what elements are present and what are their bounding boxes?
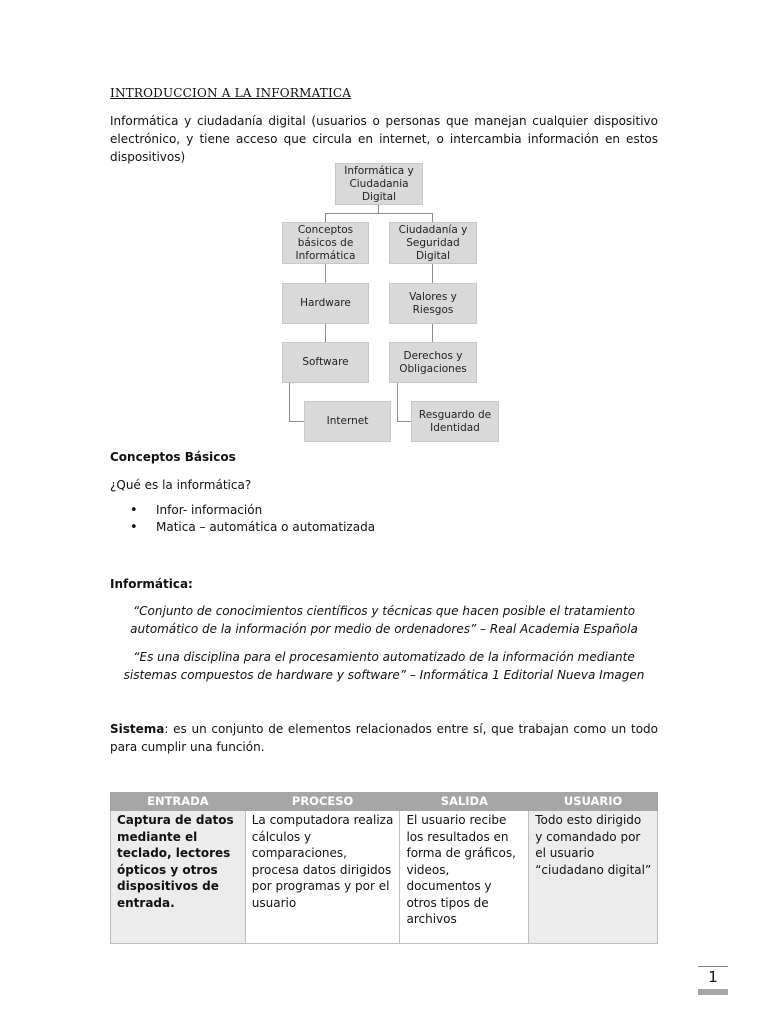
connector: [325, 264, 326, 283]
sistema-label: Sistema: [110, 722, 165, 736]
system-table: [110, 792, 658, 944]
connector: [325, 213, 433, 214]
connector: [289, 383, 290, 422]
page-title: INTRODUCCION A LA INFORMATICA: [110, 86, 352, 100]
page-number: 1: [708, 968, 718, 986]
diagram-node-software: Software: [282, 342, 369, 383]
conceptos-bullet-list: [130, 502, 375, 536]
quote-editorial: “Es una disciplina para el procesamiento automatizado de la información mediante sistemas compuestos de hardware y software” – Informática 1 Editorial Nueva Imagen: [123, 650, 645, 682]
table-cell-entrada: Captura de datos mediante el teclado, lectores ópticos y otros dispositivos de entrada.: [111, 811, 246, 944]
list-item: • Matica – automática o automatizada: [130, 519, 375, 536]
quote-rae: “Conjunto de conocimientos científicos y técnicas que hacen posible el tratamiento automático de la información por medio de ordenadores” – Real Academia Española: [130, 604, 638, 636]
diagram-node-derechos: Derechos y Obligaciones: [389, 342, 477, 383]
conceptos-heading: Conceptos Básicos: [110, 450, 236, 464]
connector: [397, 421, 411, 422]
sistema-text: : es un conjunto de elementos relacionados entre sí, que trabajan como un todo para cumplir una función.: [110, 722, 658, 754]
conceptos-question: ¿Qué es la informática?: [110, 478, 252, 492]
connector: [325, 324, 326, 342]
diagram-node-resguardo: Resguardo de Identidad: [411, 401, 499, 442]
list-item: • Infor- información: [130, 502, 375, 519]
connector: [397, 383, 398, 422]
connector: [289, 421, 304, 422]
table-header-usuario: USUARIO: [529, 793, 658, 811]
table-cell-salida: El usuario recibe los resultados en forma de gráficos, videos, documentos y otros tipos de archivos: [400, 811, 529, 944]
diagram-node-valores: Valores y Riesgos: [389, 283, 477, 324]
table-header-salida: SALIDA: [400, 793, 529, 811]
page-number-rule: [698, 966, 728, 967]
diagram-root-node: Informática y Ciudadania Digital: [335, 163, 423, 205]
connector: [378, 205, 379, 213]
table-header-row: [111, 793, 658, 811]
table-cell-usuario: Todo esto dirigido y comandado por el usuario “ciudadano digital”: [529, 811, 658, 944]
page-number-bar: [698, 989, 728, 995]
sistema-paragraph: [110, 720, 658, 756]
connector: [432, 264, 433, 283]
diagram-node-hardware: Hardware: [282, 283, 369, 324]
diagram-node-internet: Internet: [304, 401, 391, 442]
diagram-node-ciudadania: Ciudadanía y Seguridad Digital: [389, 222, 477, 264]
connector: [432, 324, 433, 342]
table-cell-proceso: La computadora realiza cálculos y comparaciones, procesa datos dirigidos por programas y por el usuario: [245, 811, 400, 944]
diagram-node-conceptos: Conceptos básicos de Informática: [282, 222, 369, 264]
table-header-entrada: ENTRADA: [111, 793, 246, 811]
table-row: [111, 811, 658, 944]
table-header-proceso: PROCESO: [245, 793, 400, 811]
intro-paragraph: Informática y ciudadanía digital (usuarios o personas que manejan cualquier dispositivo electrónico, y tiene acceso que circula en internet, o intercambia información en estos dispositivos): [110, 114, 658, 164]
informatica-heading: Informática:: [110, 577, 193, 591]
